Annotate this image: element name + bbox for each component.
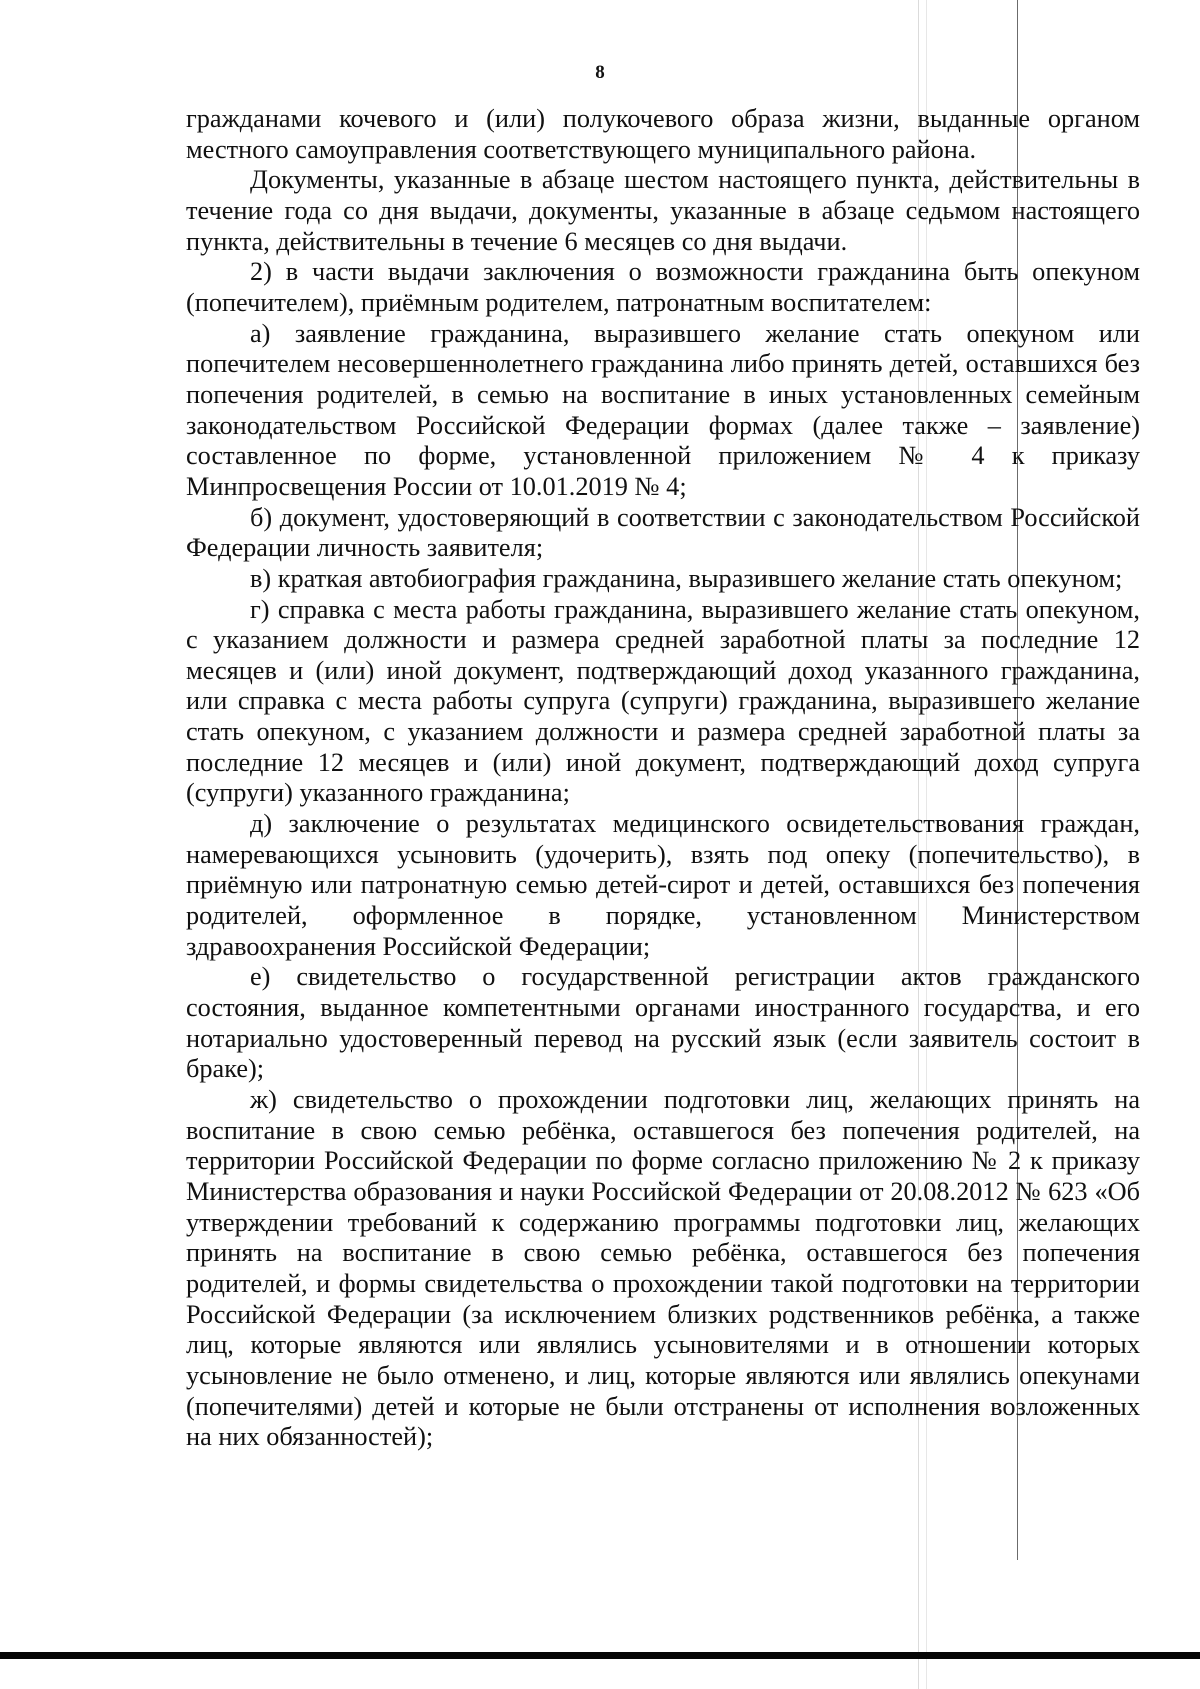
paragraph-item-v: в) краткая автобиография гражданина, выразившего желание стать опекуном;	[250, 563, 1123, 593]
paragraph-item-g: г) справка с места работы гражданина, выразившего желание стать опекуном, с указанием должности и размера средней заработной платы за последние 12 месяцев и (или) иной документ, подтверждающий доход указанного гражданина, или справка с места работы супруга (супруги) гражданина, выразившего желание стать опекуном, с указанием должности и размера средней заработной платы за последние 12 месяцев и (или) иной документ, подтверждающий доход супруга (супруги) указанного гражданина;	[186, 594, 1140, 808]
paragraph-item-b: б) документ, удостоверяющий в соответствии с законодательством Российской Федерации личность заявителя;	[186, 502, 1140, 563]
paragraph-documents-validity: Документы, указанные в абзаце шестом настоящего пункта, действительны в течение года со дня выдачи, документы, указанные в абзаце седьмом настоящего пункта, действительны в течение 6 месяцев со дня выдачи.	[186, 165, 1140, 256]
document-body	[186, 104, 1140, 1453]
paragraph-item-2: 2) в части выдачи заключения о возможности гражданина быть опекуном (попечителем), приёмным родителем, патронатным воспитателем:	[186, 257, 1140, 317]
paragraph-item-d: д) заключение о результатах медицинского освидетельствования граждан, намеревающихся усыновить (удочерить), взять под опеку (попечительство), в приёмную или патронатную семью детей-сирот и детей, оставшихся без попечения родителей, оформленное в порядке, установленном Министерством здравоохранения Российской Федерации;	[186, 809, 1140, 961]
scan-bottom-border	[0, 1652, 1200, 1659]
paragraph-item-e: е) свидетельство о государственной регистрации актов гражданского состояния, выданное компетентными органами иностранного государства, и его нотариально удостоверенный перевод на русский язык (если заявитель состоит в браке);	[186, 962, 1140, 1084]
page-number: 8	[595, 62, 605, 83]
paragraph-continuation: гражданами кочевого и (или) полукочевого образа жизни, выданные органом местного самоуправления соответствующего муниципального района.	[186, 104, 1140, 164]
paragraph-item-zh: ж) свидетельство о прохождении подготовки лиц, желающих принять на воспитание в свою семью ребёнка, оставшегося без попечения родителей, на территории Российской Федерации по форме согласно приложению № 2 к приказу Министерства образования и науки Российской Федерации от 20.08.2012 № 623 «Об утверждении требований к содержанию программы подготовки лиц, желающих принять на воспитание в свою семью ребёнка, оставшегося без попечения родителей, и формы свидетельства о прохождении такой подготовки на территории Российской Федерации (за исключением близких родственников ребёнка, а также лиц, которые являются или являлись усыновителями и в отношении которых усыновление не было отменено, и лиц, которые являются или являлись опекунами (попечителями) детей и которые не были отстранены от исполнения возложенных на них обязанностей);	[186, 1085, 1140, 1452]
paragraph-item-a: а) заявление гражданина, выразившего желание стать опекуном или попечителем несовершеннолетнего гражданина либо принять детей, оставшихся без попечения родителей, в семью на воспитание в иных установленных семейным законодательством Российской Федерации формах (далее также – заявление) составленное по форме, установленной приложением № 4 к приказу Минпросвещения России от 10.01.2019 № 4;	[186, 318, 1140, 501]
